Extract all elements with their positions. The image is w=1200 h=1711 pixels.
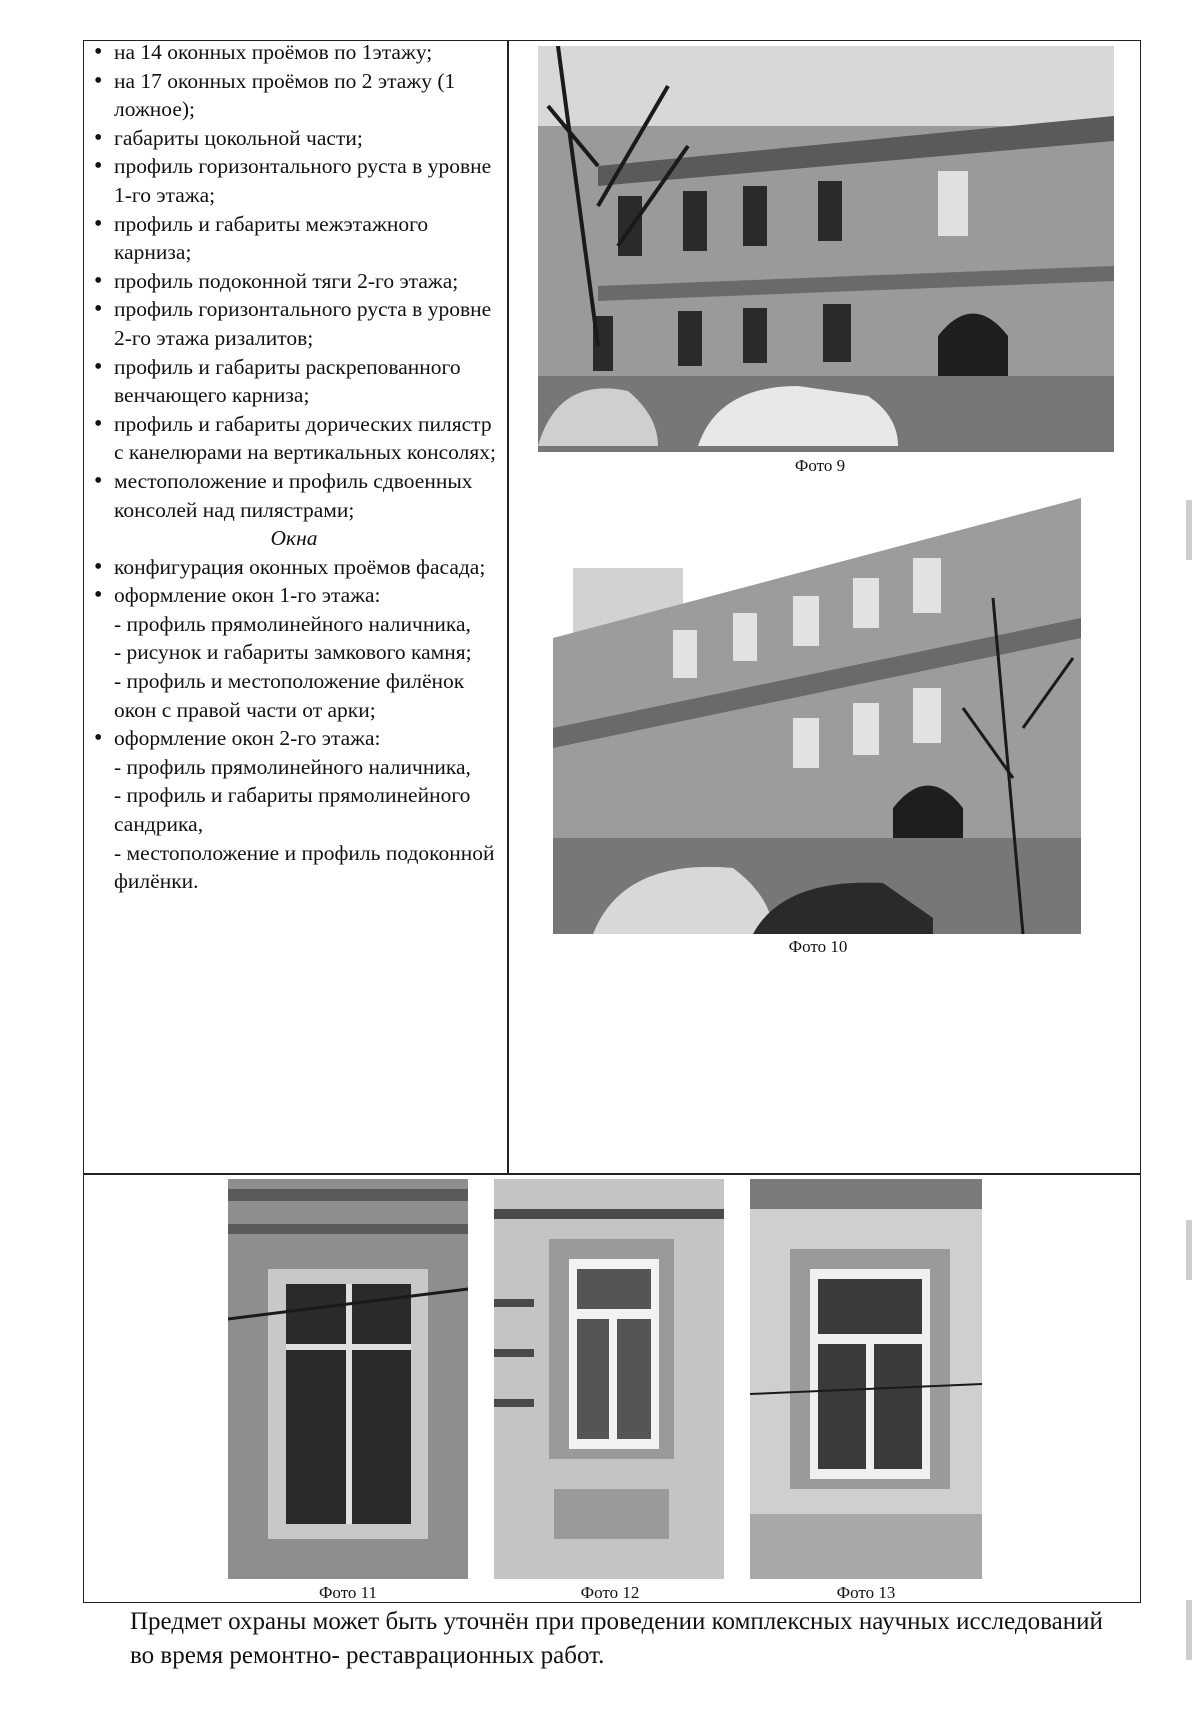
photo-9-image bbox=[538, 46, 1114, 452]
building-perspective-illustration bbox=[553, 478, 1081, 934]
photo-10-image bbox=[553, 478, 1081, 934]
list-item: • оформление окон 2-го этажа: bbox=[88, 724, 500, 753]
list-item: • профиль горизонтального руста в уровне 2-го этажа ризалитов; bbox=[88, 295, 500, 352]
photo-9-caption: Фото 9 bbox=[794, 456, 846, 475]
window-second-floor-illustration bbox=[494, 1179, 724, 1579]
sub-list-item: - местоположение и профиль подоконной филёнки. bbox=[114, 840, 495, 894]
window-first-floor-illustration bbox=[228, 1179, 468, 1579]
sub-list-item: - профиль и габариты прямолинейного сандрика, bbox=[114, 783, 471, 837]
row-divider bbox=[83, 1173, 1141, 1175]
list-item: • на 14 оконных проёмов по 1этажу; bbox=[88, 38, 500, 67]
list-item: • профиль и габариты дорических пилястр с канелюрами на вертикальных консолях; bbox=[88, 410, 500, 467]
protection-list bbox=[88, 38, 500, 896]
list-item: • профиль и габариты раскрепованного венчающего карниза; bbox=[88, 353, 500, 410]
photo-11-caption: Фото 11 bbox=[318, 1583, 378, 1602]
photo-10-caption: Фото 10 bbox=[788, 937, 848, 956]
list-item: • профиль горизонтального руста в уровне 1-го этажа; bbox=[88, 152, 500, 209]
photo-11-image bbox=[228, 1179, 468, 1579]
photo-12-image bbox=[494, 1179, 724, 1579]
photo-12-caption: Фото 12 bbox=[580, 1583, 640, 1602]
sub-list-item: - профиль прямолинейного наличника, bbox=[114, 754, 471, 779]
building-facade-illustration bbox=[538, 46, 1114, 452]
window-second-floor-detail-illustration bbox=[750, 1179, 982, 1579]
list-item: • оформление окон 1-го этажа: bbox=[88, 581, 500, 610]
list-item: • профиль подоконной тяги 2-го этажа; bbox=[88, 267, 500, 296]
scan-edge-mark bbox=[1186, 500, 1192, 560]
photo-13-caption: Фото 13 bbox=[836, 1583, 896, 1602]
section-heading-windows: Окна bbox=[270, 526, 318, 551]
list-item: • габариты цокольной части; bbox=[88, 124, 500, 153]
sub-list-item: - профиль и местоположение филёнок окон с правой части от арки; bbox=[114, 669, 465, 722]
list-item: • профиль и габариты межэтажного карниза; bbox=[88, 210, 500, 267]
photo-13-image bbox=[750, 1179, 982, 1579]
list-item: • на 17 оконных проёмов по 2 этажу (1 ложное); bbox=[88, 67, 500, 124]
sub-list-item: - профиль прямолинейного наличника, bbox=[114, 611, 471, 636]
scan-edge-mark bbox=[1186, 1220, 1192, 1280]
sub-list-item: - рисунок и габариты замкового камня; bbox=[114, 640, 472, 665]
footer-note: Предмет охраны может быть уточнён при проведении комплексных научных исследований во время ремонтно- реставрационных работ. bbox=[130, 1608, 1103, 1669]
list-item: • местоположение и профиль сдвоенных консолей над пилястрами; bbox=[88, 467, 500, 524]
list-item: • конфигурация оконных проёмов фасада; bbox=[88, 553, 500, 582]
scan-edge-mark bbox=[1186, 1600, 1192, 1660]
column-divider bbox=[507, 40, 509, 1174]
